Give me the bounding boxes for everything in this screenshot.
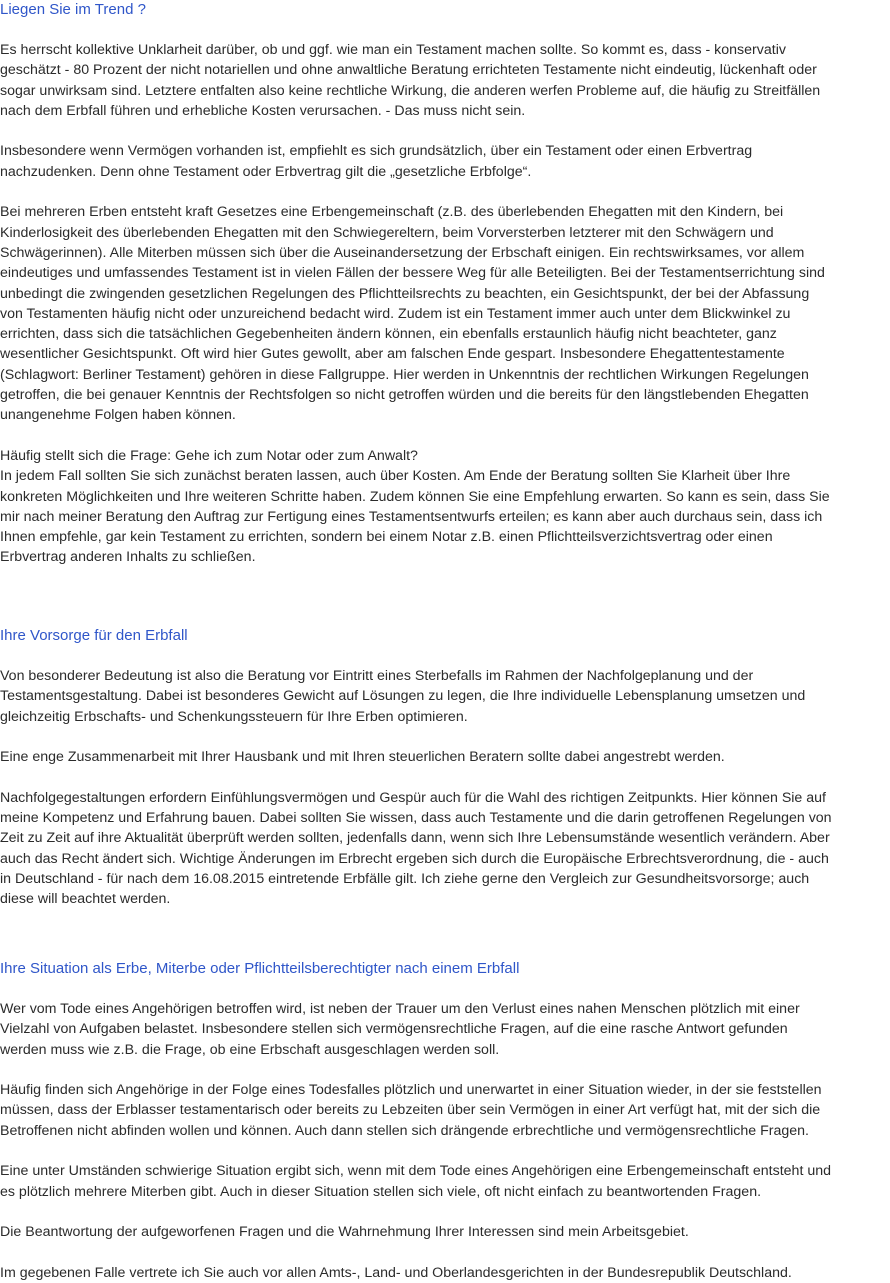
paragraph: Die Beantwortung der aufgeworfenen Fragen und die Wahrnehmung Ihrer Interessen sind mein Arbeitsgebiet. bbox=[0, 1224, 689, 1241]
section-vorsorge bbox=[0, 626, 888, 910]
paragraph: Bei mehreren Erben entsteht kraft Gesetzes eine Erbengemeinschaft (z.B. des überlebenden Ehegatten mit den Kindern, bei Kinderlosigkeit des überlebenden Ehegatten mit den Schwiegereltern, beim Vorversterben letzterer mit den Schwägern und Schwägerinnen). Alle Miterben müssen sich über die Auseinandersetzung der Erbschaft einigen. Ein rechtswirksames, vor allem eindeutiges und umfassendes Testament ist in vielen Fällen der bessere Weg für alle Beteiligten. Bei der Testamentserrichtung sind unbedingt die zwingenden gesetzlichen Regelungen des Pflichtteilsrechts zu beachten, ein Gesichtspunkt, der bei der Abfassung von Testamenten häufig nicht oder unzureichend bedacht wird. Zudem ist ein Testament immer auch unter dem Blickwinkel zu errichten, dass sich die tatsächlichen Gegebenheiten ändern können, ein ebenfalls erstaunlich häufig nicht beachteter, ganz wesentlicher Gesichtspunkt. Oft wird hier Gutes gewollt, aber am falschen Ende gespart. Insbesondere Ehegattentestamente (Schlagwort: Berliner Testament) gehören in diese Fallgruppe. Hier werden in Unkenntnis der rechtlichen Wirkungen Regelungen getroffen, die bei genauer Kenntnis der Rechtsfolgen so nicht getroffen würden und die bereits für den längstlebenden Ehegatten unangenehme Folgen haben können. bbox=[0, 204, 825, 424]
paragraph: Von besonderer Bedeutung ist also die Beratung vor Eintritt eines Sterbefalls im Rahmen der Nachfolgeplanung und der Testamentsgestaltung. Dabei ist besonderes Gewicht auf Lösungen zu legen, die Ihre individuelle Lebensplanung umsetzen und gleichzeitig Erbschafts- und Schenkungssteuern für Ihre Erben optimieren. bbox=[0, 668, 806, 725]
paragraph: Es herrscht kollektive Unklarheit darüber, ob und ggf. wie man ein Testament machen sollte. So kommt es, dass - konservativ geschätzt - 80 Prozent der nicht notariellen und ohne anwaltliche Beratung errichteten Testamente nicht eindeutig, lückenhaft oder sogar unwirksam sind. Letztere entfalten also keine rechtliche Wirkung, die anderen werfen Probleme auf, die häufig zu Streitfällen nach dem Erbfall führen und erhebliche Kosten verursachen. - Das muss nicht sein. bbox=[0, 42, 821, 119]
paragraph: Im gegebenen Falle vertrete ich Sie auch vor allen Amts-, Land- und Oberlandesgerichten in der Bundesrepublik Deutschland. bbox=[0, 1264, 792, 1281]
paragraph: Häufig stellt sich die Frage: Gehe ich zum Notar oder zum Anwalt? In jedem Fall sollten Sie sich zunächst beraten lassen, auch über Kosten. Am Ende der Beratung sollten Sie Klarheit über Ihre konkreten Möglichkeiten und Ihre weiteren Schritte haben. Zudem können Sie eine Empfehlung erwarten. So kann es sein, dass Sie mir nach meiner Beratung den Auftrag zur Fertigung eines Testamentsentwurfs erteilen; es kann aber auch durchaus sein, dass ich Ihnen empfehle, gar kein Testament zu errichten, sondern bei einem Notar z.B. einen Pflichtteilsverzichtsvertrag oder einen Erbvertrag anderen Inhalts zu schließen. bbox=[0, 447, 830, 566]
paragraph: Häufig finden sich Angehörige in der Folge eines Todesfalles plötzlich und unerwartet in einer Situation wieder, in der sie feststellen müssen, dass der Erblasser testamentarisch oder bereits zu Lebzeiten über sein Vermögen in einer Art verfügt hat, mit der sich die Betroffenen nicht abfinden wollen und können. Auch dann stellen sich drängende erbrechtliche und vermögensrechtliche Fragen. bbox=[0, 1082, 822, 1139]
section-situation bbox=[0, 959, 888, 1283]
section-heading: Ihre Situation als Erbe, Miterbe oder Pflichtteilsberechtigter nach einem Erbfall bbox=[0, 960, 520, 977]
section-heading: Liegen Sie im Trend ? bbox=[0, 1, 146, 18]
paragraph: Nachfolgegestaltungen erfordern Einfühlungsvermögen und Gespür auch für die Wahl des richtigen Zeitpunkts. Hier können Sie auf meine Kompetenz und Erfahrung bauen. Dabei sollten Sie wissen, dass auch Testamente und die darin getroffenen Regelungen von Zeit zu Zeit auf ihre Aktualität überprüft werden sollten, jedenfalls dann, wenn sich Ihre Lebensumstände wesentlich verändern. Aber auch das Recht ändert sich. Wichtige Änderungen im Erbrecht ergeben sich durch die Europäische Erbrechtsverordnung, die - auch in Deutschland - für nach dem 16.08.2015 eintretende Erbfälle gilt. Ich ziehe gerne den Vergleich zur Gesundheitsvorsorge; auch diese will beachtet werden. bbox=[0, 789, 832, 908]
paragraph: Eine unter Umständen schwierige Situation ergibt sich, wenn mit dem Tode eines Angehörigen eine Erbengemeinschaft entsteht und es plötzlich mehrere Miterben gibt. Auch in dieser Situation stellen sich viele, oft nicht einfach zu beantwortenden Fragen. bbox=[0, 1163, 831, 1200]
paragraph: Insbesondere wenn Vermögen vorhanden ist, empfiehlt es sich grundsätzlich, über ein Testament oder einen Erbvertrag nachzudenken. Denn ohne Testament oder Erbvertrag gilt die „gesetzliche Erbfolge“. bbox=[0, 143, 753, 180]
paragraph: Eine enge Zusammenarbeit mit Ihrer Hausbank und mit Ihren steuerlichen Beratern sollte dabei angestrebt werden. bbox=[0, 749, 725, 766]
section-heading: Ihre Vorsorge für den Erbfall bbox=[0, 627, 188, 644]
section-trend bbox=[0, 0, 888, 568]
paragraph: Wer vom Tode eines Angehörigen betroffen wird, ist neben der Trauer um den Verlust eines nahen Menschen plötzlich mit einer Vielzahl von Aufgaben belastet. Insbesondere stellen sich vermögensrechtliche Fragen, auf die eine rasche Antwort gefunden werden muss wie z.B. die Frage, ob eine Erbschaft ausgeschlagen werden soll. bbox=[0, 1001, 800, 1058]
